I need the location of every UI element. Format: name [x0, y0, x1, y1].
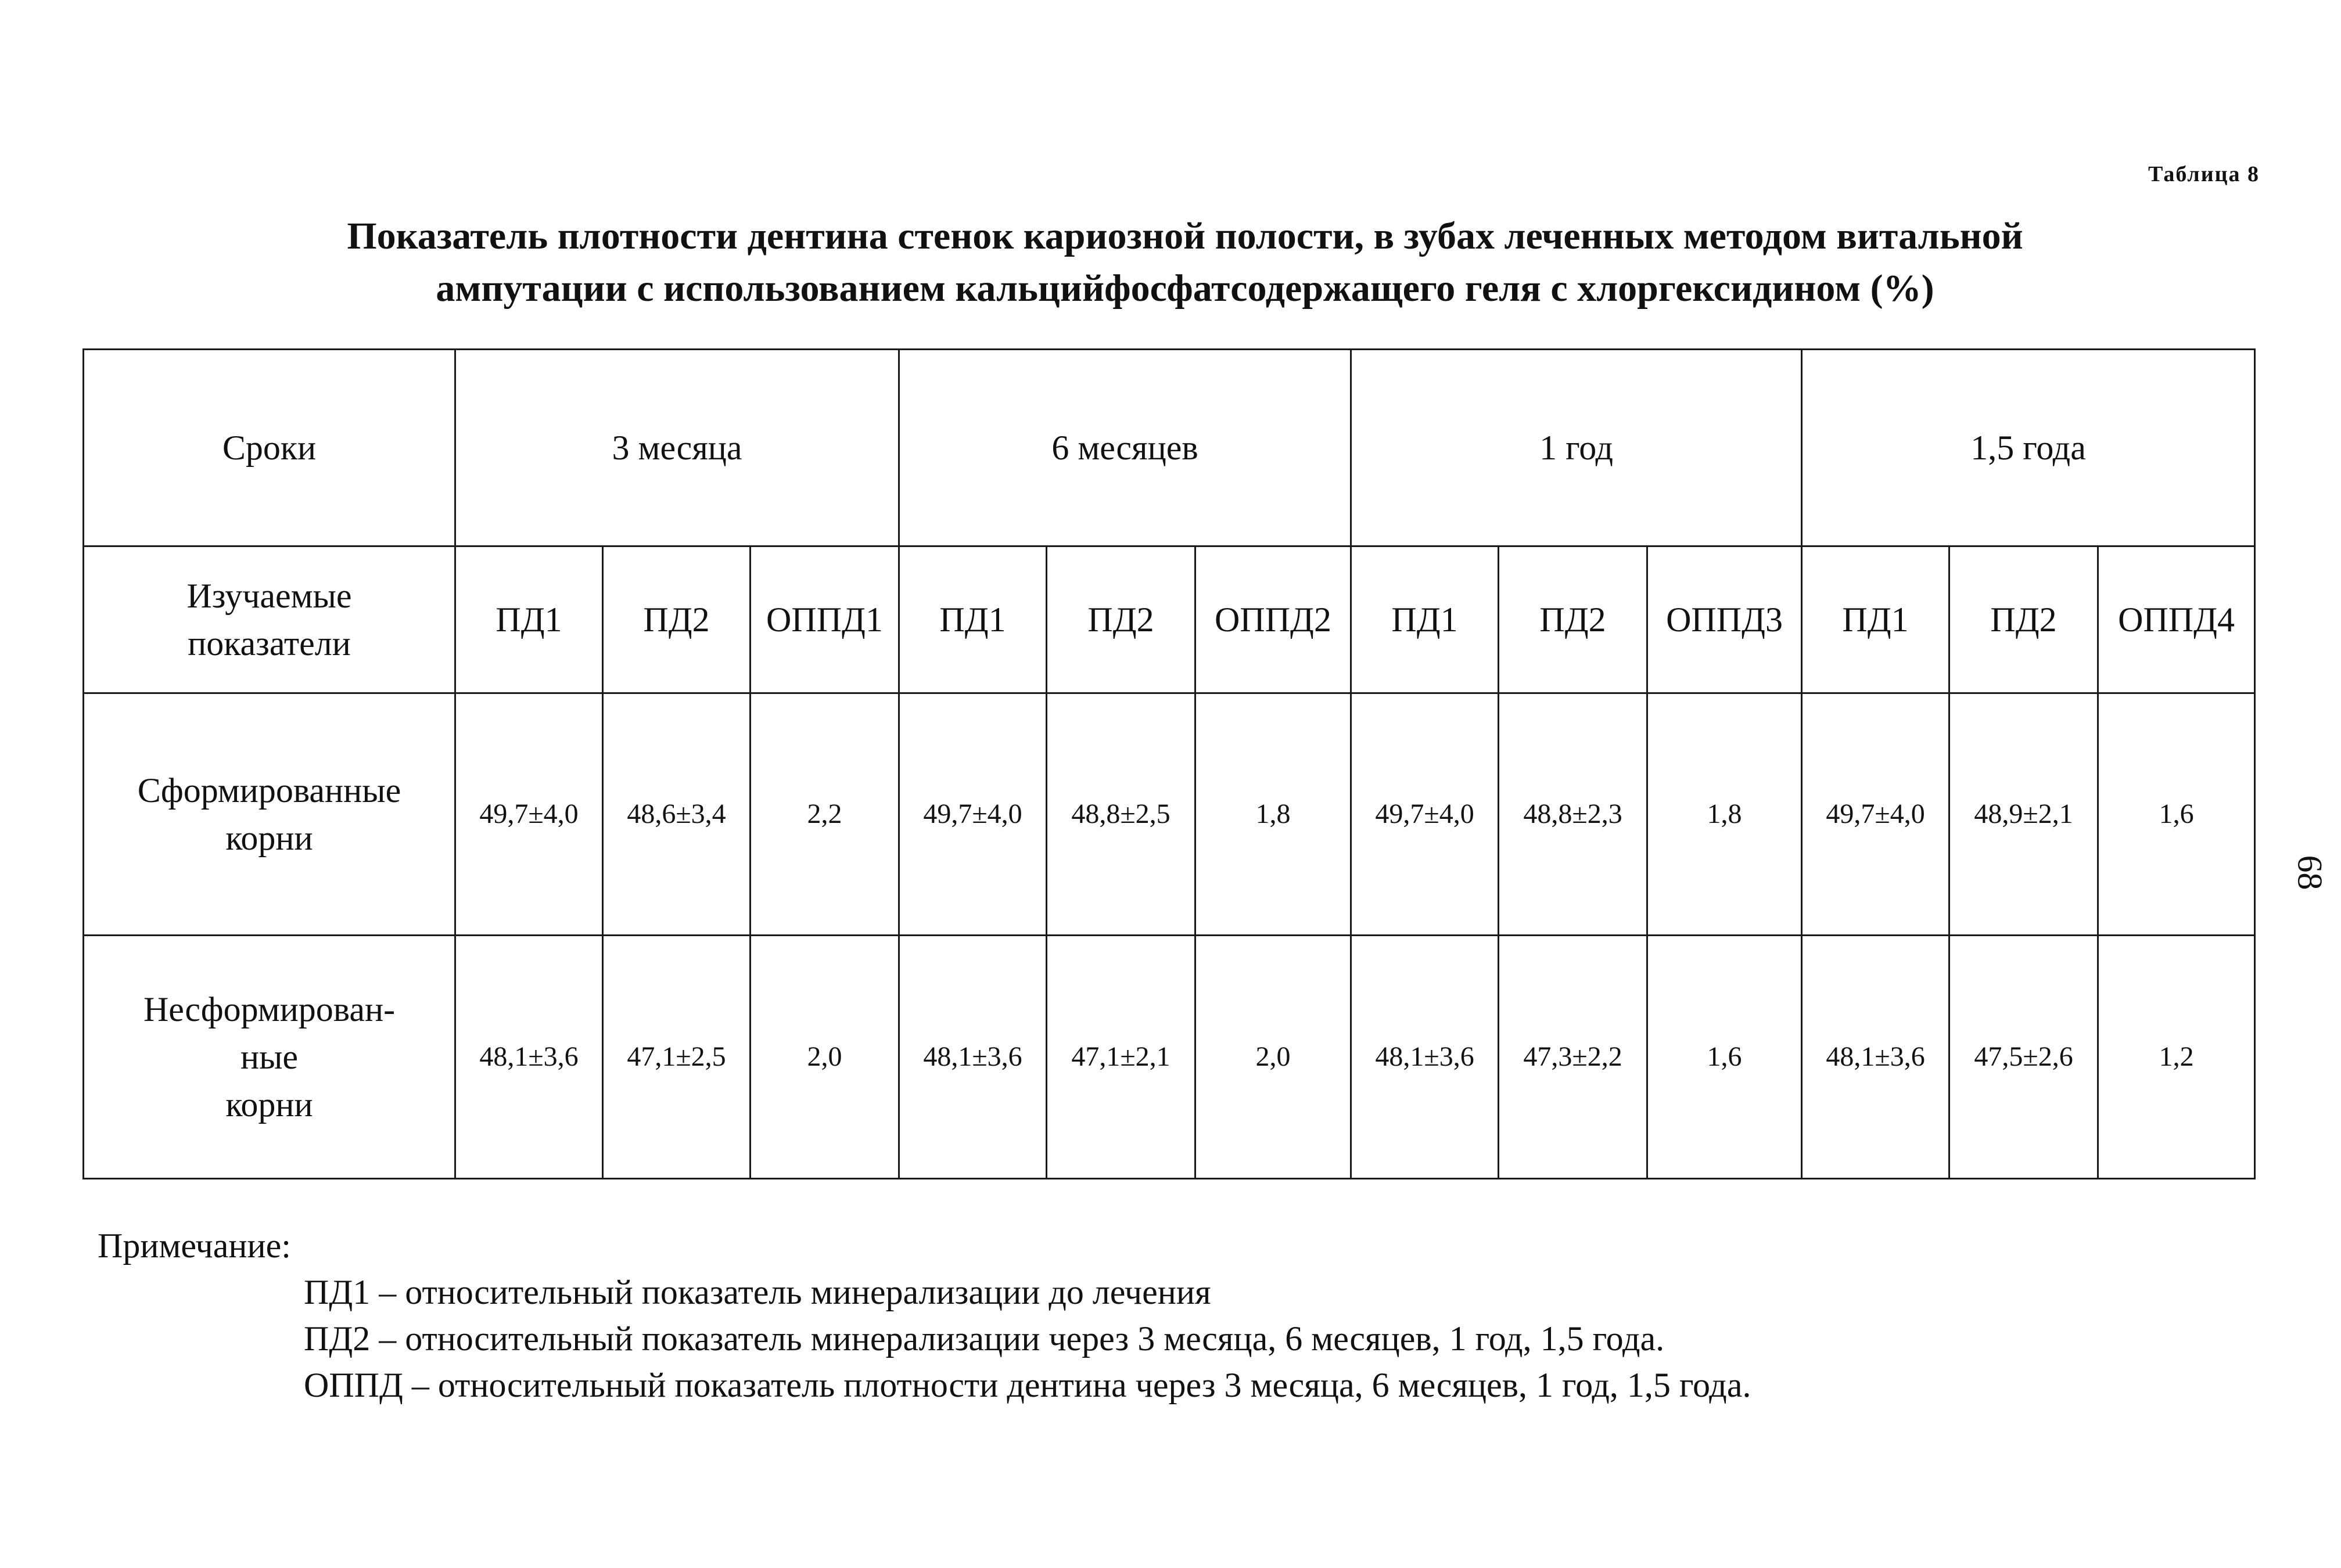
value-cell: 48,1±3,6 — [1351, 936, 1499, 1179]
notes-heading: Примечание: — [98, 1227, 291, 1265]
row-label-cell — [84, 693, 455, 936]
value-cell: 48,6±3,4 — [603, 693, 751, 936]
table-title — [87, 210, 2283, 315]
period-cell: 1,5 года — [1802, 350, 2255, 546]
table-number-label: Таблица 8 — [2148, 162, 2260, 186]
indicators-header-line: Изучаемые — [186, 577, 352, 615]
value-cell: 47,1±2,5 — [603, 936, 751, 1179]
table-row — [84, 693, 2255, 936]
value-cell: 2,0 — [751, 936, 899, 1179]
value-cell: 2,0 — [1195, 936, 1351, 1179]
period-cell: 6 месяцев — [899, 350, 1351, 546]
table-header-row-periods — [84, 350, 2255, 546]
row-label-cell — [84, 936, 455, 1179]
indicator-cell: ПД2 — [1047, 546, 1195, 693]
value-cell: 1,6 — [2098, 693, 2255, 936]
table-row — [84, 936, 2255, 1179]
row-label-line: корни — [225, 819, 313, 857]
value-cell: 48,1±3,6 — [455, 936, 603, 1179]
period-cell: 1 год — [1351, 350, 1802, 546]
indicator-cell: ОППД4 — [2098, 546, 2255, 693]
indicator-cell: ПД1 — [455, 546, 603, 693]
value-cell: 48,1±3,6 — [1802, 936, 1949, 1179]
value-cell: 49,7±4,0 — [455, 693, 603, 936]
indicator-cell: ПД2 — [1949, 546, 2098, 693]
indicator-cell: ПД2 — [1499, 546, 1647, 693]
note-item: ПД2 – относительный показатель минерализации через 3 месяца, 6 месяцев, 1 год, 1,5 года. — [304, 1319, 1665, 1358]
value-cell: 47,5±2,6 — [1949, 936, 2098, 1179]
value-cell: 2,2 — [751, 693, 899, 936]
value-cell: 47,3±2,2 — [1499, 936, 1647, 1179]
value-cell: 48,8±2,5 — [1047, 693, 1195, 936]
table-header-row-indicators — [84, 546, 2255, 693]
indicators-header-line: показатели — [188, 624, 351, 663]
value-cell: 48,1±3,6 — [899, 936, 1047, 1179]
table-title-line-2: ампутации с использованием кальцийфосфатсодержащего геля с хлоргексидином (%) — [436, 267, 1934, 310]
data-table — [82, 348, 2256, 1179]
value-cell: 49,7±4,0 — [1351, 693, 1499, 936]
indicator-cell: ПД2 — [603, 546, 751, 693]
indicator-cell: ПД1 — [1802, 546, 1949, 693]
row-label-line: Сформированные — [137, 771, 401, 810]
indicators-header-cell — [84, 546, 455, 693]
row-label-line: корни — [225, 1085, 313, 1124]
row-label-line: Несформирован- — [143, 990, 396, 1028]
notes-section — [98, 1222, 1751, 1408]
indicator-cell: ОППД3 — [1647, 546, 1802, 693]
row-label-line: ные — [240, 1038, 299, 1076]
note-item: ПД1 – относительный показатель минерализации до лечения — [304, 1273, 1211, 1311]
table-title-line-1: Показатель плотности дентина стенок кариозной полости, в зубах леченных методом витальной — [347, 215, 2023, 257]
page-number: 68 — [2290, 855, 2329, 890]
indicator-cell: ПД1 — [1351, 546, 1499, 693]
value-cell: 1,6 — [1647, 936, 1802, 1179]
indicator-cell: ОППД2 — [1195, 546, 1351, 693]
period-cell: 3 месяца — [455, 350, 899, 546]
value-cell: 1,8 — [1195, 693, 1351, 936]
value-cell: 49,7±4,0 — [899, 693, 1047, 936]
value-cell: 47,1±2,1 — [1047, 936, 1195, 1179]
note-item: ОППД – относительный показатель плотности дентина через 3 месяца, 6 месяцев, 1 год, 1,5 года. — [304, 1366, 1751, 1404]
value-cell: 1,8 — [1647, 693, 1802, 936]
value-cell: 1,2 — [2098, 936, 2255, 1179]
indicator-cell: ОППД1 — [751, 546, 899, 693]
indicator-cell: ПД1 — [899, 546, 1047, 693]
value-cell: 48,8±2,3 — [1499, 693, 1647, 936]
period-header-cell: Сроки — [84, 350, 455, 546]
value-cell: 49,7±4,0 — [1802, 693, 1949, 936]
value-cell: 48,9±2,1 — [1949, 693, 2098, 936]
